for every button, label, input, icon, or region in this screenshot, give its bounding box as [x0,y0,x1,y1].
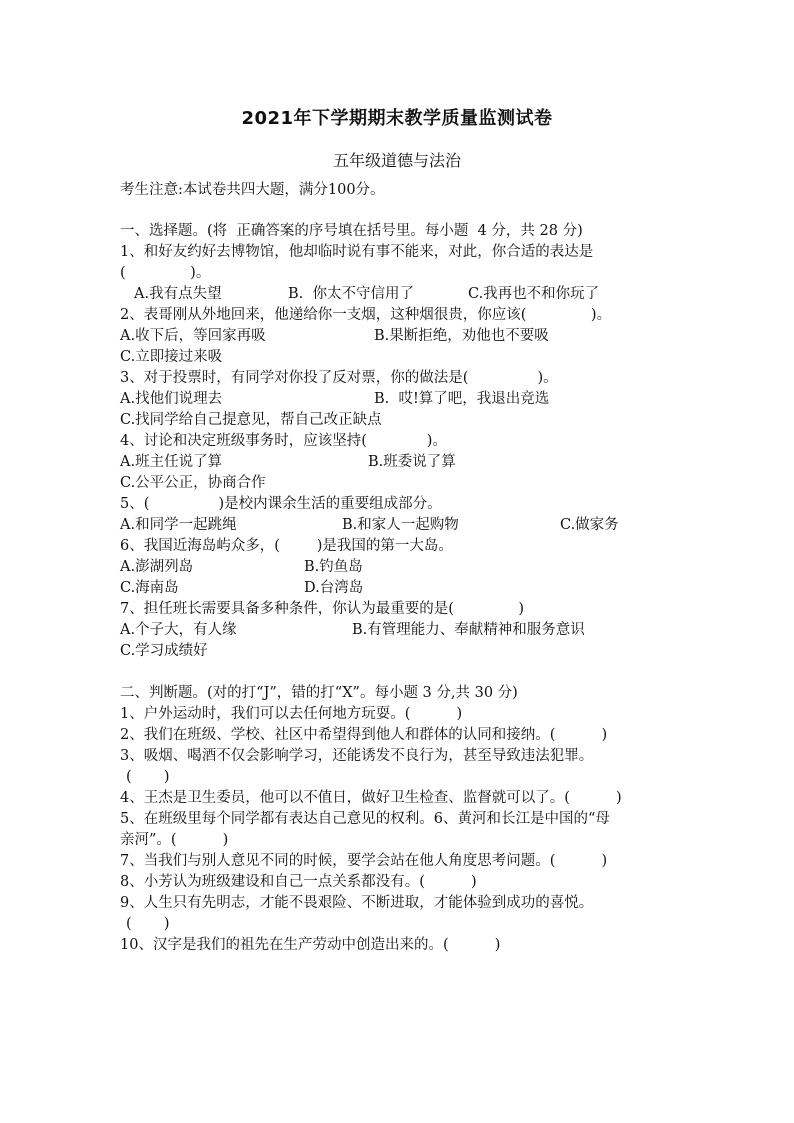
q1-option-a: A.我有点失望 [134,286,222,302]
question-3: 3、对于投票时，有同学对你投了反对票，你的做法是( )。 [120,370,558,386]
judge-line: 7、当我们与别人意见不同的时候，要学会站在他人角度思考问题。( ) [120,853,608,869]
q4-option-b: B.班委说了算 [368,454,456,470]
q2-option-b: B.果断拒绝，劝他也不要吸 [374,328,549,344]
judge-line: 9、人生只有先明志，才能不畏艰险、不断进取，才能体验到成功的喜悦。 [120,895,594,911]
q5-option-c: C.做家务 [560,517,619,533]
judge-line: 亲河”。( ) [120,832,229,848]
question-1-blank: ( )。 [120,265,211,281]
judge-line: 10、汉字是我们的祖先在生产劳动中创造出来的。( ) [120,937,501,953]
judge-line: 2、我们在班级、学校、社区中希望得到他人和群体的认同和接纳。( ) [120,727,608,743]
exam-subtitle: 五年级道德与法治 [332,151,461,170]
judge-line: ( ) [126,916,170,932]
q7-option-b: B.有管理能力、奉献精神和服务意识 [352,622,585,638]
judge-line: 1、户外运动时，我们可以去任何地方玩耍。( ) [120,706,463,722]
q1-option-c: C.我再也不和你玩了 [468,286,600,302]
q6-option-a: A.澎湖列岛 [120,559,194,575]
q4-option-a: A.班主任说了算 [120,454,223,470]
exam-title: 2021年下学期期末教学质量监测试卷 [241,108,553,129]
q6-option-c: C.海南岛 [120,580,179,596]
question-6: 6、我国近海岛屿众多，( )是我国的第一大岛。 [120,538,453,554]
judge-line: 4、王杰是卫生委员，他可以不值日，做好卫生检查、监督就可以了。( ) [120,790,622,806]
q3-option-a: A.找他们说理去 [120,391,223,407]
q1-option-b: B. 你太不守信用了 [288,286,414,302]
q5-option-a: A.和同学一起跳绳 [120,517,237,533]
q3-option-b: B. 哎!算了吧，我退出竞选 [374,391,550,407]
question-2: 2、表哥刚从外地回来，他递给你一支烟，这种烟很贵，你应该( )。 [120,307,612,323]
judge-line: 3、吸烟、喝酒不仅会影响学习，还能诱发不良行为，甚至导致违法犯罪。 [120,748,594,764]
q6-option-b: B.钓鱼岛 [304,559,363,575]
section1-header: 一、选择题。(将 正确答案的序号填在括号里。每小题 4 分，共 28 分) [120,223,583,239]
judge-line: ( ) [126,769,170,785]
judge-line: 5、在班级里每个同学都有表达自己意见的权利。6、黄河和长江是中国的“母 [120,811,610,827]
q6-option-d: D.台湾岛 [304,580,364,596]
question-4: 4、讨论和决定班级事务时，应该坚持( )。 [120,433,447,449]
q5-option-b: B.和家人一起购物 [342,517,459,533]
section2-header: 二、判断题。(对的打“J”，错的打“X”。每小题 3 分,共 30 分) [120,685,518,701]
q7-option-c: C.学习成绩好 [120,643,208,659]
q7-option-a: A.个子大，有人缘 [120,622,237,638]
question-7: 7、担任班长需要具备多种条件，你认为最重要的是( ) [120,601,525,617]
question-1: 1、和好友约好去博物馆，他却临时说有事不能来，对此，你合适的表达是 [120,244,594,260]
q4-option-c: C.公平公正，协商合作 [120,475,266,491]
question-5: 5、( )是校内课余生活的重要组成部分。 [120,496,442,512]
judge-line: 8、小芳认为班级建设和自己一点关系都没有。( ) [120,874,477,890]
q3-option-c: C.找同学给自己提意见，帮自己改正缺点 [120,412,382,428]
q2-option-a: A.收下后，等回家再吸 [120,328,266,344]
q2-option-c: C.立即接过来吸 [120,349,223,365]
exam-notice: 考生注意:本试卷共四大题，满分100分。 [120,182,385,198]
